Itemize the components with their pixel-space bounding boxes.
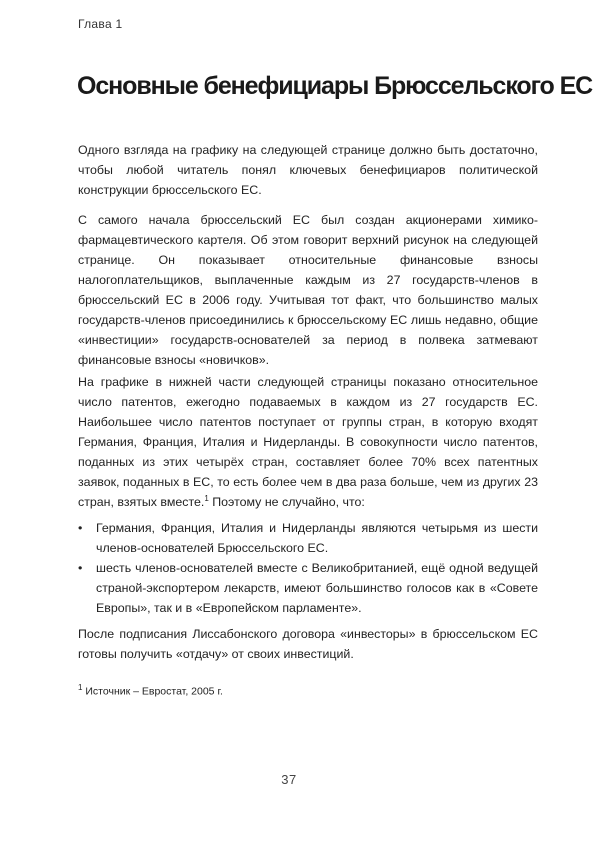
footnote-text: Источник – Евростат, 2005 г. — [85, 685, 223, 698]
list-item — [78, 518, 538, 558]
page-title: Основные бенефициары Брюссельского ЕС — [77, 72, 593, 100]
bullet-icon: • — [78, 521, 83, 535]
page-number: 37 — [281, 772, 297, 787]
closing-paragraph: После подписания Лиссабонского договора «инвесторы» в брюссельском ЕС готовы получить «отдачу» от своих инвестиций. — [78, 627, 538, 661]
footnote-reference[interactable]: 1 — [204, 493, 209, 503]
paragraph-1: Одного взгляда на графику на следующей странице должно быть достаточно, чтобы любой читатель понял ключевых бенефициаров политической конструкции брюссельского ЕС. — [78, 143, 538, 197]
list-item-text: Германия, Франция, Италия и Нидерланды являются четырьмя из шести членов-основателей Брюссельского ЕС. — [96, 521, 538, 555]
paragraph-3 — [78, 372, 538, 512]
chapter-header: Глава 1 — [78, 17, 123, 31]
list-item — [78, 558, 538, 618]
paragraph-3-tail: Поэтому не случайно, что: — [208, 495, 365, 509]
paragraph-2: С самого начала брюссельский ЕС был создан акционерами химико-фармацевтического картеля. Об этом говорит верхний рисунок на следующей странице. Он показывает относительные финансовые взносы налогоплательщиков, выплаченные каждым из 27 государств-членов в брюссельский ЕС в 2006 году. Учитывая тот факт, что большинство малых государств-членов присоединились к брюссельскому ЕС лишь недавно, общие «инвестиции» государств-основателей за период в полвека затмевают финансовые взносы «новичков». — [78, 213, 538, 367]
bullet-list — [78, 518, 538, 618]
bullet-icon: • — [78, 561, 83, 575]
footnote — [78, 683, 223, 698]
footnote-mark: 1 — [78, 683, 83, 692]
list-item-text: шесть членов-основателей вместе с Великобританией, ещё одной ведущей страной-экспортером лекарств, имеют большинство голосов как в «Совете Европы», так и в «Европейском парламенте». — [96, 561, 538, 615]
paragraph-3-text: На графике в нижней части следующей страницы показано относительное число патентов, ежегодно подаваемых в каждом из 27 государств ЕС. Наибольшее число патентов поступает от группы стран, в которую входят Германия, Франция, Италия и Нидерланды. В совокупности число патентов, поданных из этих четырёх стран, составляет более 70% всех патентных заявок, поданных в ЕС, то есть более чем в два раза больше, чем из других 23 стран, взятых вместе. — [78, 375, 538, 509]
